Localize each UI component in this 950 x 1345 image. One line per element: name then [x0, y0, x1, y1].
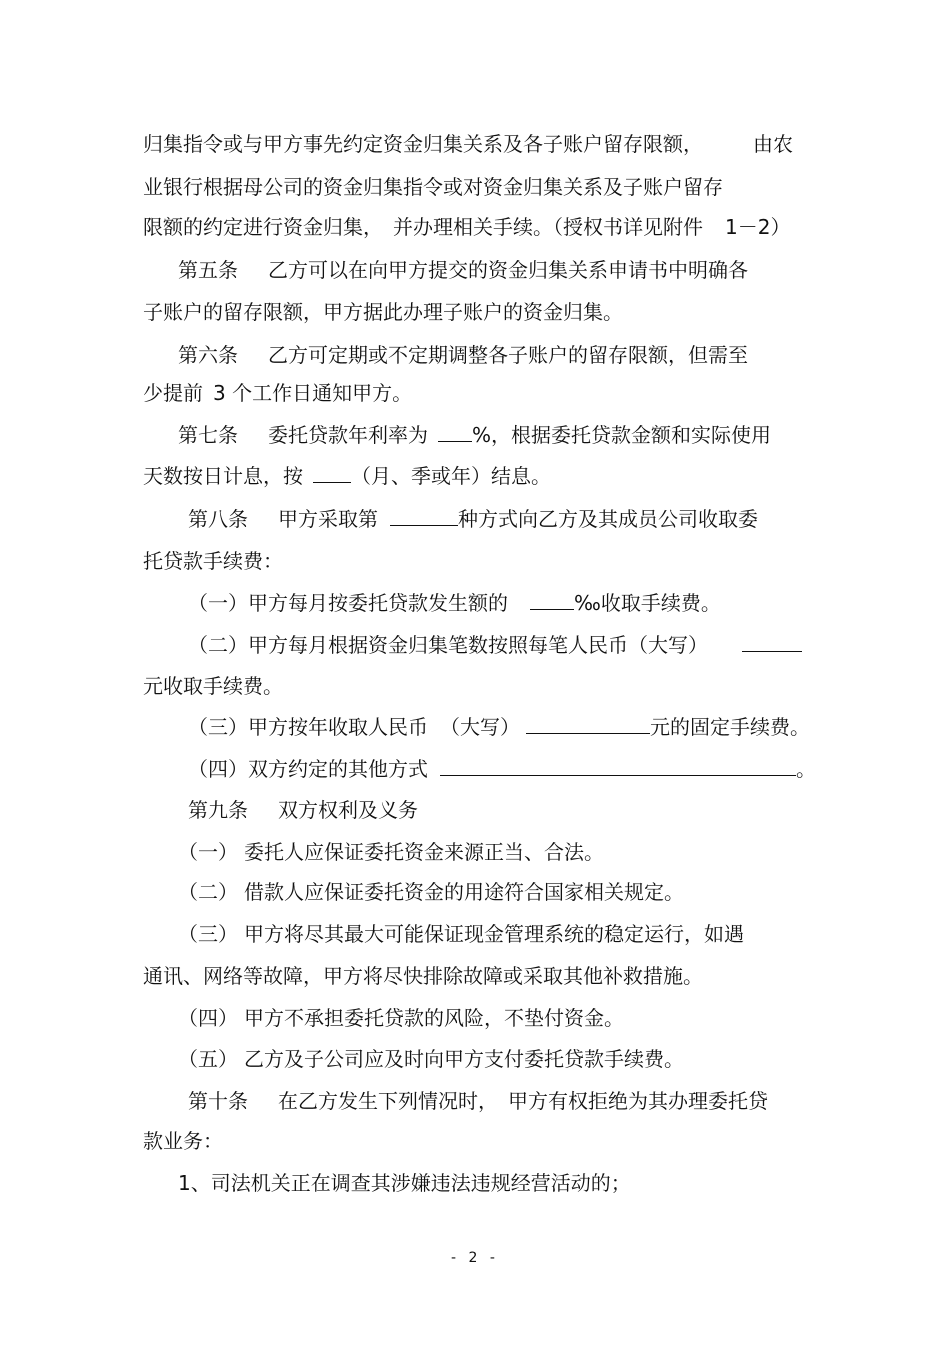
- duty-item-4-line: （四） 甲方不承担委托贷款的风险，不垫付资金。: [178, 1006, 624, 1030]
- page-number: - 2 -: [451, 1250, 499, 1266]
- per-transaction-amount-blank: [742, 633, 802, 652]
- text-line-14: 元收取手续费。: [143, 674, 283, 698]
- text-line-5: 子账户的留存限额，甲方据此办理子账户的资金归集。: [143, 300, 623, 324]
- condition-item-1-line: 1、司法机关正在调查其涉嫌违法违规经营活动的；: [178, 1171, 631, 1195]
- permille-rate-blank: [530, 591, 574, 610]
- article-8-heading-line: 第八条 甲方采取第 种方式向乙方及其成员公司收取委: [188, 507, 758, 531]
- duty-item-1-line: （一） 委托人应保证委托资金来源正当、合法。: [178, 840, 604, 864]
- text-line-9: 天数按日计息，按 （月、季或年）结息。: [143, 464, 551, 488]
- interest-rate-blank: [438, 423, 472, 442]
- article-5-heading-line: 第五条 乙方可以在向甲方提交的资金归集关系申请书中明确各: [178, 258, 748, 282]
- article-6-heading-line: 第六条 乙方可定期或不定期调整各子账户的留存限额，但需至: [178, 343, 748, 367]
- text-line-7: 少提前 3 个工作日通知甲方。: [143, 381, 413, 405]
- text-line-25: 款业务：: [143, 1129, 223, 1153]
- article-10-heading-line: 第十条 在乙方发生下列情况时， 甲方有权拒绝为其办理委托贷: [188, 1089, 768, 1113]
- other-method-blank: [440, 757, 796, 776]
- fee-item-3-line: （三）甲方按年收取人民币 （大写） 元的固定手续费。: [188, 715, 810, 739]
- duty-item-3-line: （三） 甲方将尽其最大可能保证现金管理系统的稳定运行，如遇: [178, 922, 744, 946]
- fee-item-2-line: （二）甲方每月根据资金归集笔数按照每笔人民币（大写）: [188, 632, 802, 658]
- text-line-21: 通讯、网络等故障，甲方将尽快排除故障或采取其他补救措施。: [143, 964, 703, 988]
- annual-fixed-fee-blank: [526, 715, 650, 734]
- settlement-period-blank: [313, 464, 351, 483]
- text-line-11: 托贷款手续费：: [143, 549, 283, 573]
- fee-item-1-line: （一）甲方每月按委托贷款发生额的 ‰收取手续费。: [188, 591, 721, 615]
- text-line-2: 业银行根据母公司的资金归集指令或对资金归集关系及子账户留存: [143, 175, 723, 199]
- duty-item-2-line: （二） 借款人应保证委托资金的用途符合国家相关规定。: [178, 880, 684, 904]
- duty-item-5-line: （五） 乙方及子公司应及时向甲方支付委托贷款手续费。: [178, 1047, 684, 1071]
- fee-item-4-line: （四）双方约定的其他方式 。: [188, 757, 816, 781]
- article-9-heading-line: 第九条 双方权利及义务: [188, 798, 418, 822]
- text-line-1: 归集指令或与甲方事先约定资金归集关系及各子账户留存限额， 由农: [143, 132, 793, 156]
- text-line-3: 限额的约定进行资金归集， 并办理相关手续。（授权书详见附件 1－2）: [143, 215, 791, 239]
- method-number-blank: [390, 507, 458, 526]
- article-7-heading-line: 第七条 委托贷款年利率为 %，根据委托贷款金额和实际使用: [178, 423, 772, 447]
